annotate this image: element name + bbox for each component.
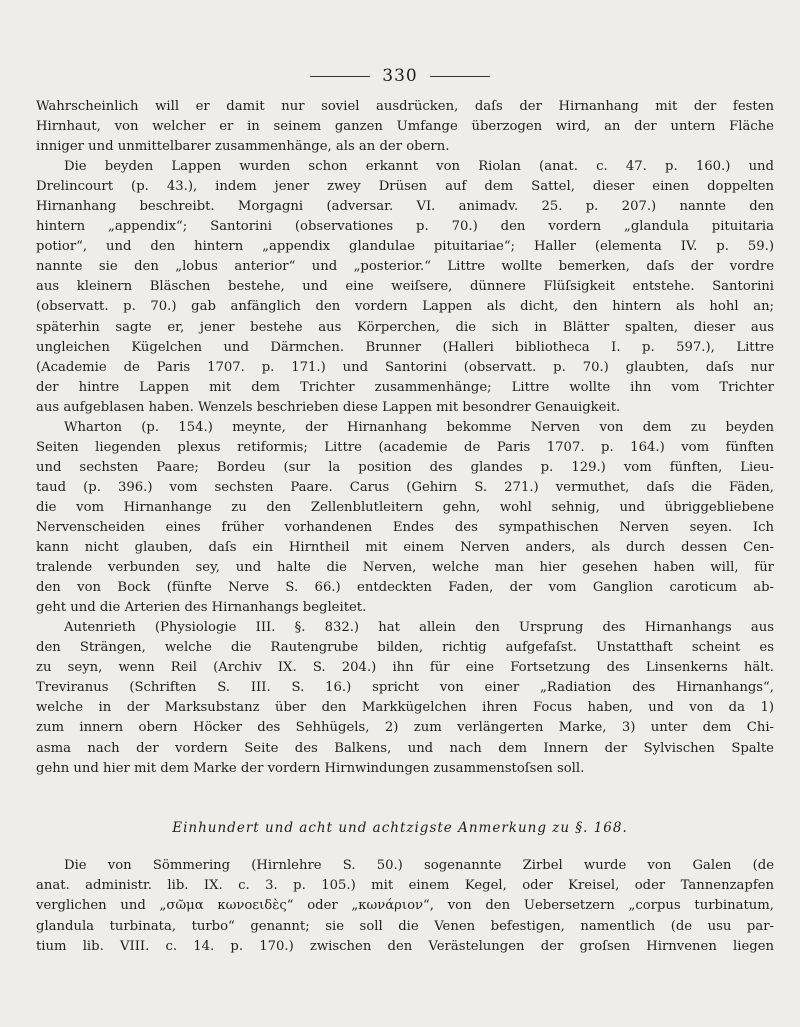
text-line: Seiten liegenden plexus retiformis; Littre (academie de Paris 1707. p. 164.) vom fünften [36,439,774,455]
text-line: asma nach der vordern Seite des Balkens, und nach dem Innern der Sylvischen Spalte [36,740,774,756]
text-line: aus kleinern Bläschen bestehe, und eine weiſsere, dünnere Flüſsigkeit entstehe. Santorini [36,279,774,295]
text-line: (Academie de Paris 1707. p. 171.) und Santorini (observatt. p. 70.) glaubten, daſs nur [36,359,774,375]
header-rule-left [310,76,370,77]
text-line: Hirnanhang beschreibt. Morgagni (adversar. VI. animadv. 25. p. 207.) nannte den [36,199,774,215]
text-line: ungleichen Kügelchen und Därmchen. Brunner (Halleri bibliotheca I. p. 597.), Littre [36,339,774,355]
text-line: kann nicht glauben, daſs ein Hirntheil mit einem Nerven anders, als durch dessen Cen- [36,540,774,556]
text-line: den Strängen, welche die Rautengrube bilden, richtig aufgefaſst. Unstatthaft scheint es [36,640,774,656]
text-line: glandula turbinata, turbo“ genannt; sie soll die Venen befestigen, namentlich (de usu par- [36,918,774,934]
text-line: Autenrieth (Physiologie III. §. 832.) hat allein den Ursprung des Hirnanhangs aus [64,620,774,636]
text-line: die vom Hirnanhange zu den Zellenblutleitern gehn, wohl sehnig, und übriggebliebene [36,499,774,515]
text-line: inniger und unmittelbarer zusammenhänge, als an der obern. [36,139,450,155]
text-line: und sechsten Paare; Bordeu (sur la position des glandes p. 129.) vom fünften, Lieu- [36,459,774,475]
text-line: Drelincourt (p. 43.), indem jener zwey Drüsen auf dem Sattel, dieser einen doppelten [36,179,774,195]
text-line: verglichen und „σῶμα κωνοειδὲς“ oder „κωνάριον“, von den Uebersetzern „corpus turbinatum, [36,898,774,914]
page-number: 330 [382,66,418,86]
text-line: zu seyn, wenn Reil (Archiv IX. S. 204.) ihn für eine Fortsetzung des Linsenkerns hält. [36,660,774,676]
text-line: Die von Sömmering (Hirnlehre S. 50.) sogenannte Zirbel wurde von Galen (de [64,858,774,873]
text-line: zum innern obern Höcker des Sehhügels, 2) zum verlängerten Marke, 3) unter dem Chi- [36,720,774,736]
text-line: aus aufgeblasen haben. Wenzels beschrieben diese Lappen mit besondrer Genauigkeit. [36,399,621,415]
text-line: Wahrscheinlich will er damit nur soviel ausdrücken, daſs der Hirnanhang mit der festen [36,99,774,114]
text-line: tium lib. VIII. c. 14. p. 170.) zwischen den Verästelungen der groſsen Hirnvenen liegen [36,938,774,954]
text-line: gehn und hier mit dem Marke der vordern Hirnwindungen zusammenstoſsen soll. [36,760,585,776]
text-line: Treviranus (Schriften S. III. S. 16.) spricht von einer „Radiation des Hirnanhangs“, [36,680,774,696]
page-header [0,64,800,88]
text-line: Wharton (p. 154.) meynte, der Hirnanhang bekomme Nerven von dem zu beyden [64,419,774,435]
text-line: potior“, und den hintern „appendix glandulae pituitariae“; Haller (elementa IV. p. 59.) [36,239,774,255]
text-line: den von Bock (fünfte Nerve S. 66.) entdeckten Faden, der vom Ganglion caroticum ab- [36,580,774,596]
text-line: Die beyden Lappen wurden schon erkannt von Riolan (anat. c. 47. p. 160.) und [64,159,774,175]
main-text [36,97,774,779]
text-line: hintern „appendix“; Santorini (observationes p. 70.) den vordern „glandula pituitaria [36,219,774,235]
text-line: nannte sie den „lobus anterior“ und „posterior.“ Littre wollte bemerken, daſs der vordre [36,259,774,275]
text-line: taud (p. 396.) vom sechsten Paare. Carus (Gehirn S. 271.) vermuthet, daſs die Fäden, [36,479,774,495]
section-title: Einhundert und acht und achtzigste Anmerkung zu §. 168. [172,820,628,836]
text-line: späterhin sagte er, jener bestehe aus Körperchen, die sich in Blätter spalten, dieser aus [36,319,774,335]
text-line: welche in der Marksubstanz über den Markkügelchen ihren Focus haben, und von da 1) [36,700,774,716]
text-line: der hintre Lappen mit dem Trichter zusammenhänge; Littre wollte ihn vom Trichter [36,379,774,395]
text-line: Hirnhaut, von welcher er in seinem ganzen Umfange überzogen wird, an der untern Fläche [36,119,774,135]
text-line: (observatt. p. 70.) gab anfänglich den vordern Lappen als dicht, den hintern als hohl an; [36,299,774,315]
text-line: Nervenscheiden eines früher vorhandenen Endes des sympathischen Nerven seyen. Ich [36,519,774,535]
header-rule-right [430,76,490,77]
text-line: anat. administr. lib. IX. c. 3. p. 105.) mit einem Kegel, oder Kreisel, oder Tannenzapfen [36,878,774,894]
section-text [36,856,774,957]
text-line: tralende verbunden sey, und halte die Nerven, welche man hier gesehen haben will, für [36,560,774,576]
text-line: geht und die Arterien des Hirnanhangs begleitet. [36,600,367,616]
